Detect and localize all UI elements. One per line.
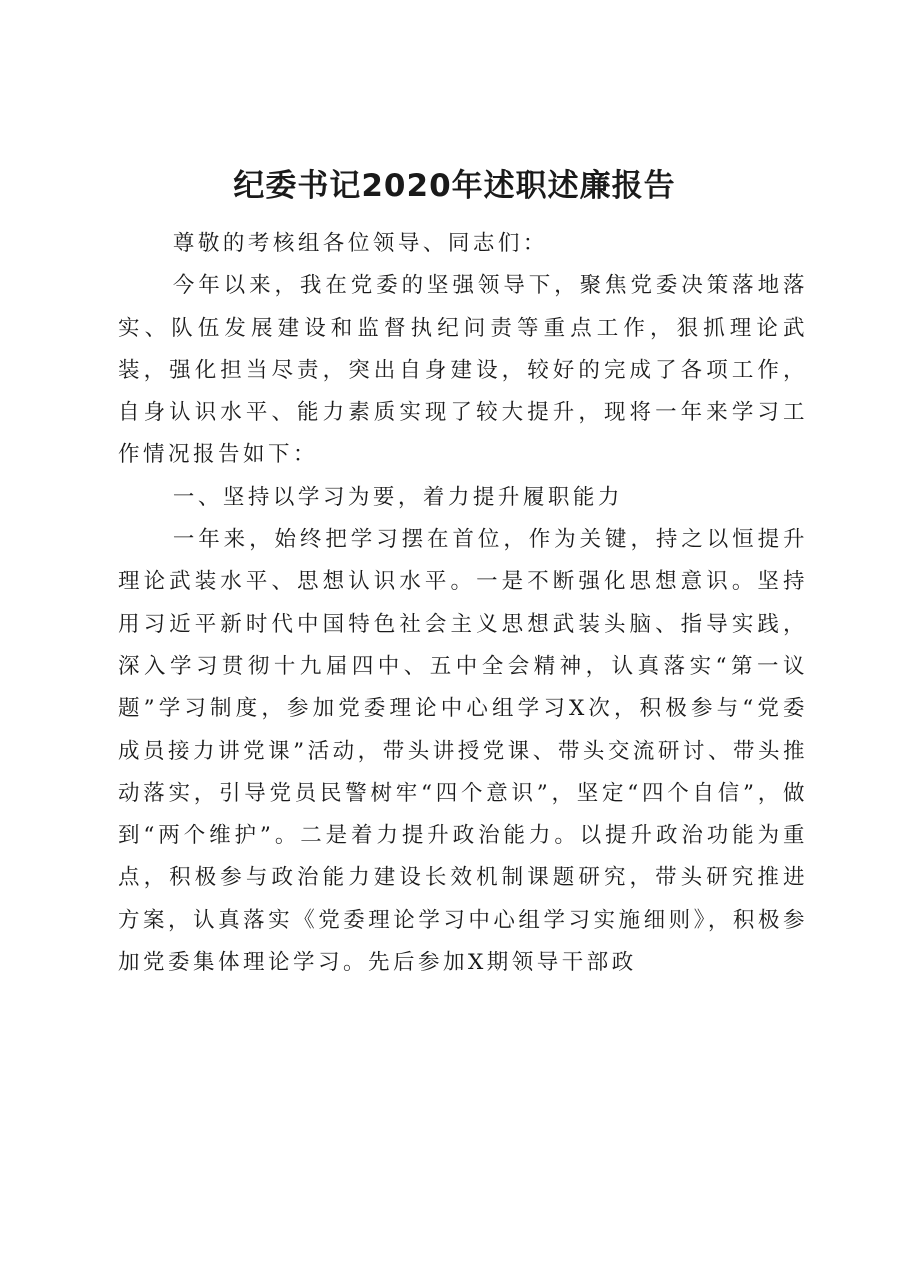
document-title: 纪委书记2020年述职述廉报告 (233, 168, 676, 204)
document-body (118, 223, 808, 984)
intro-paragraph: 今年以来，我在党委的坚强领导下，聚焦党委决策落地落实、队伍发展建设和监督执纪问责等重点工作，狠抓理论武装，强化担当尽责，突出自身建设，较好的完成了各项工作，自身认识水平、能力素质实现了较大提升，现将一年来学习工作情况报告如下： (118, 273, 808, 468)
study-paragraph: 一年来，始终把学习摆在首位，作为关键，持之以恒提升理论武装水平、思想认识水平。一是不断强化思想意识。坚持用习近平新时代中国特色社会主义思想武装头脑、指导实践，深入学习贯彻十九届四中、五中全会精神，认真落实“第一议题”学习制度，参加党委理论中心组学习X次，积极参与“党委成员接力讲党课”活动，带头讲授党课、带头交流研讨、带头推动落实，引导党员民警树牢“四个意识”，坚定“四个自信”，做到“两个维护”。二是着力提升政治能力。以提升政治功能为重点，积极参与政治能力建设长效机制课题研究，带头研究推进方案，认真落实《党委理论学习中心组学习实施细则》，积极参加党委集体理论学习。先后参加X期领导干部政 (118, 527, 808, 976)
section-heading: 一、坚持以学习为要，着力提升履职能力 (172, 484, 623, 510)
salutation-paragraph: 尊敬的考核组各位领导、同志们： (172, 231, 548, 256)
